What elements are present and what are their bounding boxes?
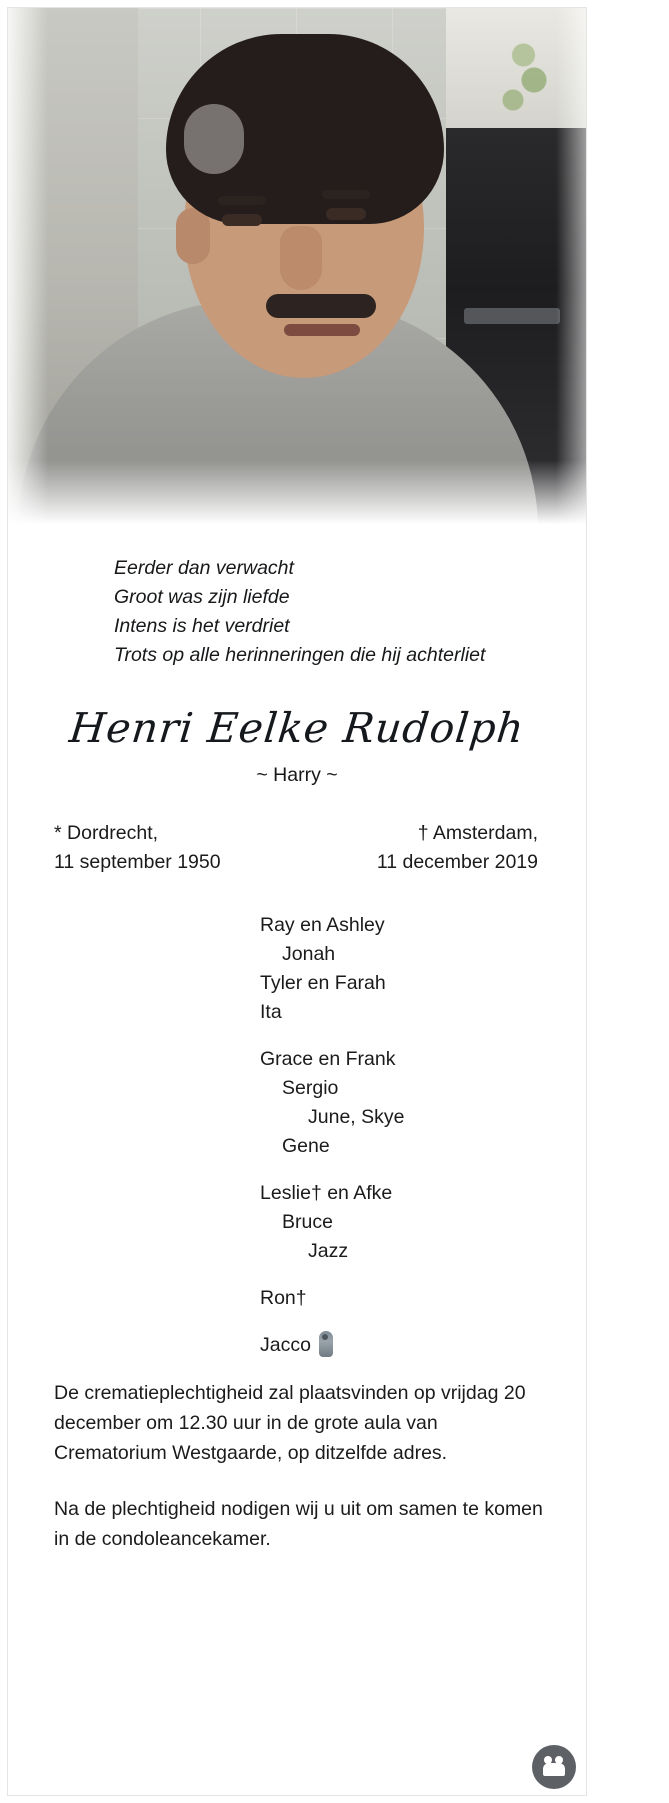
photo-eyebrow-right — [322, 190, 370, 199]
photo-eyebrow-left — [218, 196, 266, 205]
family-name-line: June, Skye — [308, 1106, 405, 1128]
family-names-list — [50, 911, 544, 1360]
family-name-line: Ron† — [260, 1287, 307, 1309]
family-group — [260, 1331, 544, 1360]
family-name-line: Leslie† en Afke — [260, 1182, 393, 1204]
family-name-line: Ray en Ashley — [260, 914, 385, 936]
birth-place: Dordrecht, — [67, 822, 159, 844]
family-group — [260, 911, 544, 1027]
verse-line-2: Groot was zijn liefde — [114, 586, 290, 608]
birth-date: 11 september 1950 — [54, 851, 221, 873]
death-place: Amsterdam, — [432, 822, 538, 844]
logo-figure-bodies — [543, 1763, 565, 1776]
verse-line-1: Eerder dan verwacht — [114, 557, 294, 579]
family-name-line: Ita — [260, 1001, 282, 1023]
birth-place-line — [54, 819, 221, 848]
deceased-nickname: ~ Harry ~ — [256, 764, 338, 786]
photo-moustache — [266, 294, 376, 318]
death-place-line — [377, 819, 538, 848]
portrait-photo — [8, 8, 586, 530]
photo-fade-left — [8, 8, 48, 530]
family-name-line: Sergio — [282, 1077, 339, 1099]
ceremony-paragraph-2: Na de plechtigheid nodigen wij u uit om samen te komen in de condoleancekamer. — [54, 1498, 543, 1550]
birth-symbol: * — [54, 822, 62, 844]
photo-mouth — [284, 324, 360, 336]
memorial-verse — [114, 554, 544, 670]
photo-eye-right — [326, 208, 366, 220]
ceremony-details — [50, 1378, 544, 1554]
family-group — [260, 1284, 544, 1313]
family-group — [260, 1045, 544, 1161]
family-name-line: Bruce — [282, 1211, 333, 1233]
family-name-line: Grace en Frank — [260, 1048, 396, 1070]
family-group — [260, 1179, 544, 1266]
death-date: 11 december 2019 — [376, 851, 538, 873]
birth-block — [50, 819, 221, 877]
family-name-line: Gene — [282, 1135, 330, 1157]
funeral-home-logo-icon — [532, 1745, 576, 1789]
verse-line-3: Intens is het verdriet — [114, 615, 290, 637]
family-name-text: Jacco — [260, 1334, 311, 1356]
memorial-card — [8, 8, 586, 1795]
photo-fade-bottom — [8, 460, 586, 530]
verse-line-4: Trots op alle herinneringen die hij achterliet — [114, 644, 486, 666]
photo-nose — [280, 226, 322, 290]
photo-fade-right — [556, 8, 586, 530]
photo-eye-left — [222, 214, 262, 226]
death-block — [377, 819, 544, 877]
family-name-line-with-icon — [260, 1331, 544, 1360]
card-content — [8, 554, 586, 1554]
deceased-name: Henri Eelke Rudolph — [67, 704, 527, 752]
plant-icon — [492, 20, 562, 120]
family-name-line: Tyler en Farah — [260, 972, 386, 994]
ceremony-paragraph-1: De crematieplechtigheid zal plaatsvinden op vrijdag 20 december om 12.30 uur in de grote aula van Crematorium Westgaarde, op ditzelfde adres. — [54, 1382, 526, 1464]
parrot-icon — [319, 1331, 333, 1357]
birth-death-dates — [50, 819, 544, 877]
photo-hair-highlight — [184, 104, 244, 174]
family-name-line: Jonah — [282, 943, 336, 965]
logo-figures — [541, 1754, 567, 1780]
death-symbol: † — [417, 822, 429, 844]
photo-ear — [176, 208, 210, 264]
family-name-line: Jazz — [308, 1240, 349, 1262]
